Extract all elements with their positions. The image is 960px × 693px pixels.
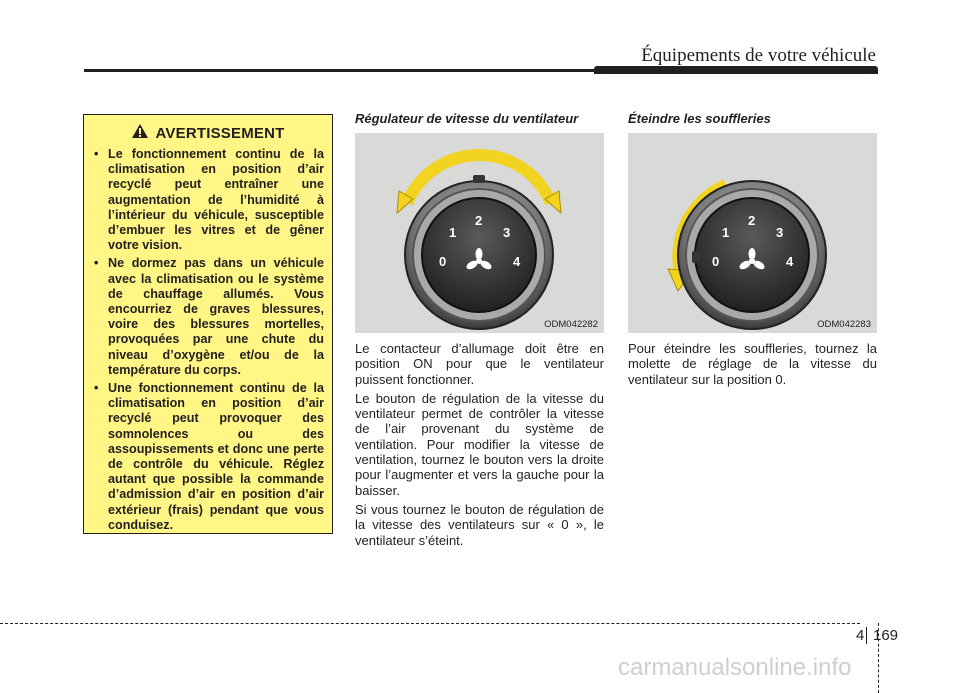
figure-code: ODM042282: [544, 319, 598, 330]
svg-text:4: 4: [786, 254, 794, 269]
paragraph: Si vous tournez le bouton de régulation de la vitesse des ventilateurs sur « 0 », le ventilateur s’éteint.: [355, 501, 604, 548]
warning-triangle-icon: [131, 123, 149, 144]
off-body: [628, 341, 877, 391]
svg-text:0: 0: [712, 254, 720, 269]
svg-text:3: 3: [776, 225, 784, 240]
svg-text:0: 0: [439, 254, 447, 269]
speed-figure: [355, 133, 604, 333]
off-figure: [628, 133, 877, 333]
speed-heading: Régulateur de vitesse du ventilateur: [355, 111, 579, 126]
fan-knob-off-illustration: [628, 133, 877, 333]
footer-rule: [0, 623, 860, 624]
header-title: Équipements de votre véhicule: [641, 45, 876, 66]
warning-title: AVERTISSEMENT: [155, 125, 285, 142]
speed-body: [355, 341, 604, 552]
paragraph: Le bouton de régulation de la vitesse du ventilateur permet de contrôler la vitesse de l’air provenant du système de ventilation. Pour modifier la vitesse de ventilation, tournez le bouton vers la droite pour l’augmenter et vers la gauche pour la baisser.: [355, 390, 604, 498]
svg-text:3: 3: [503, 225, 511, 240]
page-number: 169: [873, 627, 899, 644]
fan-knob-illustration: [355, 133, 604, 333]
header-tab: [594, 66, 878, 74]
warning-item: • Ne dormez pas dans un véhicule avec la climatisation ou le système de chauffage allumés. Vous encourriez de graves blessures, voire des blessures mortelles, provoquées par une chute du niveau d’oxygène et/ou de la température du corps.: [94, 256, 324, 377]
svg-text:4: 4: [513, 254, 521, 269]
svg-text:2: 2: [748, 213, 756, 228]
warning-list: [92, 147, 324, 533]
figure-code: ODM042283: [817, 319, 871, 330]
chapter-number: 4: [856, 627, 865, 644]
warning-item: • Le fonctionnement continu de la climatisation en position d’air recyclé peut entraîner une augmentation de l’humidité à l’intérieur du véhicule, susceptible d’embuer les vitres et de gêner votre vision.: [94, 147, 324, 253]
off-heading: Éteindre les souffleries: [628, 111, 771, 126]
svg-text:1: 1: [449, 225, 457, 240]
svg-text:1: 1: [722, 225, 730, 240]
warning-header: [92, 123, 324, 144]
page-divider: [866, 627, 867, 644]
watermark: carmanualsonline.info: [618, 654, 852, 681]
warning-box: [83, 114, 333, 534]
svg-text:2: 2: [475, 213, 483, 228]
paragraph: Le contacteur d’allumage doit être en position ON pour que le ventilateur puissent fonctionner.: [355, 341, 604, 387]
paragraph: Pour éteindre les souffleries, tournez la molette de réglage de la vitesse du ventilateur sur la position 0.: [628, 341, 877, 387]
warning-item: • Une fonctionnement continu de la climatisation en position d’air recyclé peut provoquer des somnolences ou des assoupissements et donc une perte de contrôle du véhicule. Réglez autant que possible la commande d’admission d’air en position d’air extérieur (frais) pendant que vous conduisez.: [94, 381, 324, 532]
